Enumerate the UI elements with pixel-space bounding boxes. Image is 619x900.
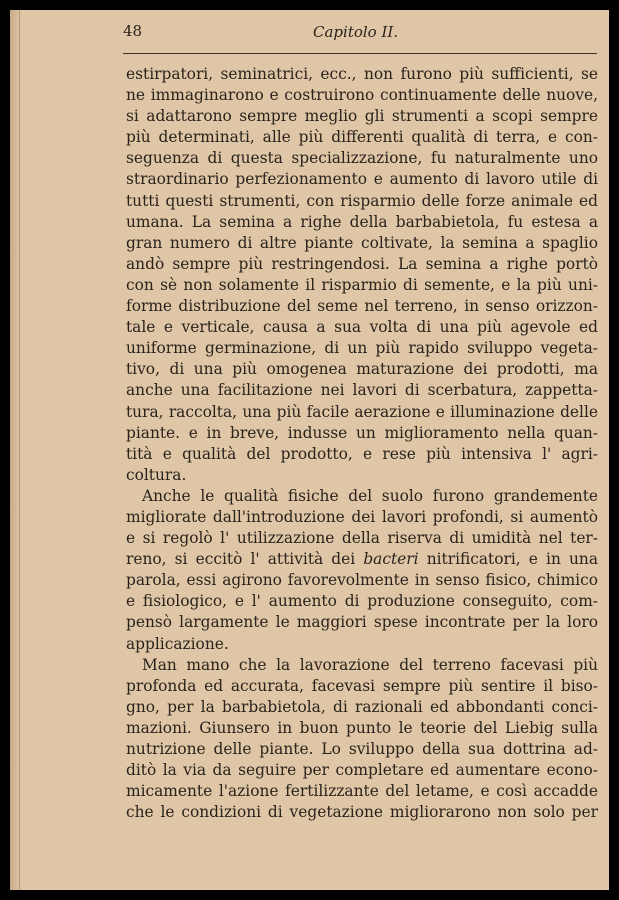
text-line: migliorate dall'introduzione dei lavori profondi, si aumentò bbox=[126, 507, 598, 526]
body-text bbox=[126, 64, 598, 823]
chapter-title: Capitolo II. bbox=[313, 23, 399, 41]
text-line: tale e verticale, causa a sua volta di una più agevole ed bbox=[126, 318, 598, 337]
text-line: estirpatori, seminatrici, ecc., non furono più sufficienti, se bbox=[126, 65, 598, 83]
text-line: più determinati, alle più differenti qualità di terra, e con- bbox=[126, 128, 598, 147]
text-line: nutrizione delle piante. Lo sviluppo della sua dottrina ad- bbox=[126, 740, 598, 758]
paragraph-start-line: Anche le qualità fisiche del suolo furono grandemente bbox=[142, 486, 598, 505]
text-line: che le condizioni di vegetazione migliorarono non solo per bbox=[126, 803, 598, 822]
text-line: e si regolò l' utilizzazione della riserva di umidità nel ter- bbox=[126, 529, 598, 548]
text-line: parola, essi agirono favorevolmente in senso fisico, chimico bbox=[126, 571, 598, 590]
text-line: seguenza di questa specializzazione, fu naturalmente uno bbox=[126, 149, 598, 168]
text-line: tutti questi strumenti, con risparmio delle forze animale ed bbox=[126, 191, 598, 210]
text-line: tivo, di una più omogenea maturazione dei prodotti, ma bbox=[126, 360, 598, 379]
text-line: ne immaginarono e costruirono continuamente delle nuove, bbox=[126, 86, 598, 105]
text-line: applicazione. bbox=[126, 634, 229, 653]
text-line: forme distribuzione del seme nel terreno, in senso orizzon- bbox=[126, 297, 598, 316]
text-line: con sè non solamente il risparmio di semente, e la più uni- bbox=[126, 275, 598, 294]
text-segment: reno, si eccitò l' attività dei bbox=[126, 550, 364, 569]
text-line: e fisiologico, e l' aumento di produzione conseguito, com- bbox=[126, 592, 598, 611]
text-line: anche una facilitazione nei lavori di scerbatura, zappetta- bbox=[126, 381, 598, 400]
text-line: gran numero di altre piante coltivate, la semina a spaglio bbox=[126, 233, 598, 252]
text-line: umana. La semina a righe della barbabietola, fu estesa a bbox=[126, 212, 598, 231]
text-line bbox=[126, 549, 598, 570]
text-line: tura, raccolta, una più facile aerazione e illuminazione delle bbox=[126, 402, 598, 421]
text-line: coltura. bbox=[126, 465, 187, 484]
gutter-line bbox=[19, 10, 20, 890]
running-header bbox=[123, 22, 595, 48]
text-line: ditò la via da seguire per completare ed aumentare econo- bbox=[126, 761, 598, 780]
text-line: straordinario perfezionamento e aumento di lavoro utile di bbox=[126, 170, 598, 189]
page-gutter bbox=[10, 10, 22, 890]
text-line: uniforme germinazione, di un più rapido sviluppo vegeta- bbox=[126, 339, 598, 358]
text-line: profonda ed accurata, facevasi sempre più sentire il biso- bbox=[126, 676, 598, 695]
text-line: si adattarono sempre meglio gli strumenti a scopi sempre bbox=[126, 107, 598, 126]
text-line: micamente l'azione fertilizzante del letame, e così accadde bbox=[126, 782, 598, 801]
paragraph-start-line: Man mano che la lavorazione del terreno facevasi più bbox=[142, 655, 598, 674]
text-line: gno, per la barbabietola, di razionali ed abbondanti conci- bbox=[126, 697, 598, 716]
text-line: pensò largamente le maggiori spese incontrate per la loro bbox=[126, 613, 598, 632]
text-line: andò sempre più restringendosi. La semina a righe portò bbox=[126, 254, 598, 273]
header-rule bbox=[123, 53, 597, 54]
italic-term-bacteri: bacteri bbox=[363, 550, 419, 569]
text-segment: nitrificatori, e in una bbox=[418, 550, 598, 569]
text-line: piante. e in breve, indusse un miglioramento nella quan- bbox=[126, 423, 598, 442]
page-number: 48 bbox=[123, 22, 143, 40]
text-line: mazioni. Giunsero in buon punto le teorie del Liebig sulla bbox=[126, 718, 598, 737]
book-page bbox=[10, 10, 609, 890]
text-line: tità e qualità del prodotto, e rese più intensiva l' agri- bbox=[126, 444, 598, 463]
